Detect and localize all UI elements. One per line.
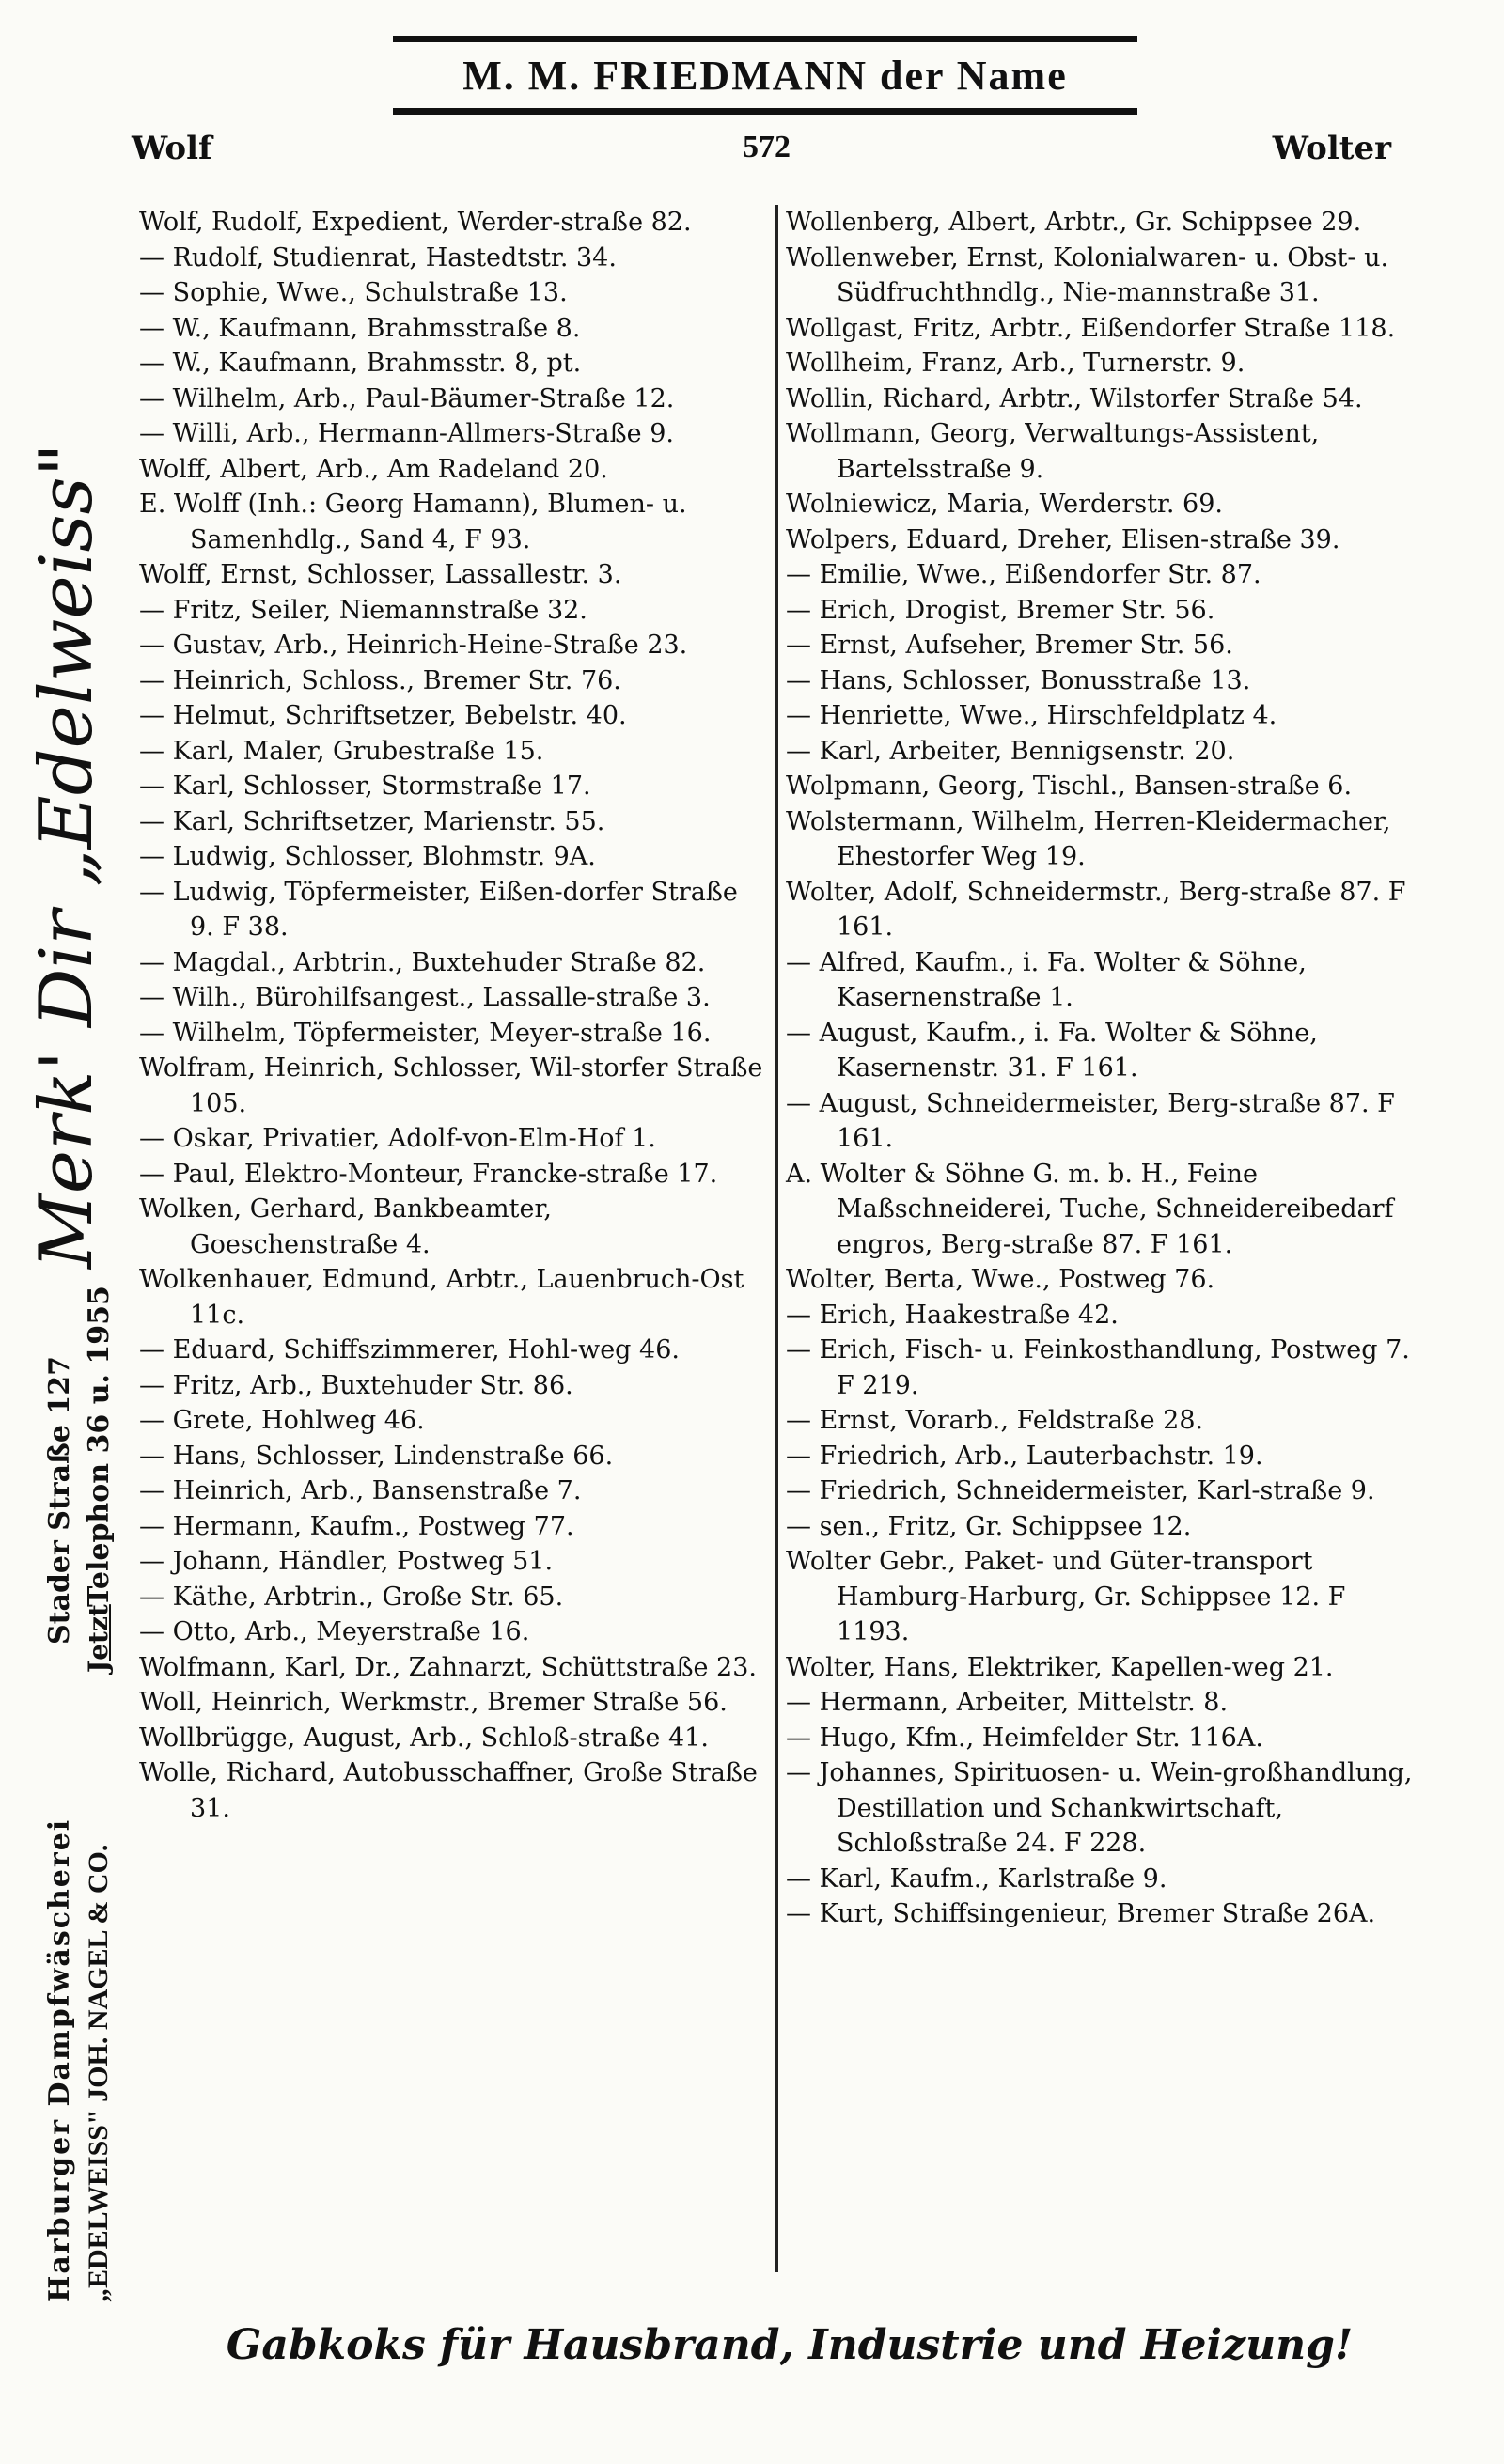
directory-entry: Wollbrügge, August, Arb., Schloß-straße 41. (139, 1723, 709, 1753)
directory-entry: — Hans, Schlosser, Lindenstraße 66. (139, 1441, 614, 1471)
directory-entry: — Otto, Arb., Meyerstraße 16. (139, 1617, 530, 1646)
directory-entry: — W., Kaufmann, Brahmsstraße 8. (139, 313, 581, 343)
directory-entry: Wolniewicz, Maria, Werderstr. 69. (786, 490, 1223, 519)
directory-entry: — Rudolf, Studienrat, Hastedtstr. 34. (139, 242, 617, 273)
directory-entry: — Käthe, Arbtrin., Große Str. 65. (139, 1582, 564, 1612)
left-column (139, 205, 767, 2263)
directory-entry: Wolle, Richard, Autobusschaffner, Große Straße 31. (139, 1758, 758, 1823)
directory-entry: — Karl, Arbeiter, Bennigsenstr. 20. (786, 736, 1235, 766)
directory-entry: — Karl, Schlosser, Stormstraße 17. (139, 772, 591, 801)
directory-entry: — Erich, Drogist, Bremer Str. 56. (786, 595, 1215, 625)
directory-entry: — sen., Fritz, Gr. Schippsee 12. (786, 1511, 1192, 1541)
page-number: 572 (743, 130, 791, 164)
directory-entry: — Ludwig, Schlosser, Blohmstr. 9A. (139, 842, 596, 871)
directory-entry: — Wilhelm, Töpfermeister, Meyer-straße 16. (139, 1018, 712, 1048)
first-entry-keyword: Wolf (132, 130, 212, 167)
footer-slogan: Gabkoks für Hausbrand, Industrie und Heizung! (226, 2321, 1354, 2369)
directory-entry: Wolff, Ernst, Schlosser, Lassallestr. 3. (139, 560, 622, 589)
directory-entry: — Heinrich, Schloss., Bremer Str. 76. (139, 665, 621, 695)
directory-entry: — Henriette, Wwe., Hirschfeldplatz 4. (786, 701, 1277, 730)
running-head (132, 130, 1391, 177)
directory-entry: Wolter, Hans, Elektriker, Kapellen-weg 21. (786, 1652, 1334, 1682)
directory-entry: — Paul, Elektro-Monteur, Francke-straße 17. (139, 1159, 718, 1189)
directory-entry: — Oskar, Privatier, Adolf-von-Elm-Hof 1. (139, 1124, 656, 1153)
directory-entry: — Friedrich, Schneidermeister, Karl-straße 9. (786, 1476, 1375, 1505)
directory-entry: A. Wolter & Söhne G. m. b. H., Feine Maßschneiderei, Tuche, Schneidereibedarf engros, Berg-straße 87. F 161. (786, 1159, 1394, 1259)
directory-entry: — Gustav, Arb., Heinrich-Heine-Straße 23. (139, 631, 688, 660)
directory-entry: — Wilh., Bürohilfsangest., Lassalle-straße 3. (139, 983, 711, 1012)
directory-entry: — Ernst, Vorarb., Feldstraße 28. (786, 1406, 1204, 1435)
last-entry-keyword: Wolter (1272, 130, 1391, 167)
directory-entry: — Sophie, Wwe., Schulstraße 13. (139, 278, 568, 307)
side-ad-now: Jetzt (83, 1604, 114, 1673)
directory-entry: — Friedrich, Arb., Lauterbachstr. 19. (786, 1441, 1263, 1471)
directory-entry: Wolpmann, Georg, Tischl., Bansen-straße 6. (786, 772, 1353, 801)
directory-entry: — Wilhelm, Arb., Paul-Bäumer-Straße 12. (139, 383, 675, 413)
directory-entry: Wolstermann, Wilhelm, Herren-Kleidermacher, Ehestorfer Weg 19. (786, 806, 1391, 871)
directory-entry: Woll, Heinrich, Werkmstr., Bremer Straße 56. (139, 1688, 728, 1717)
directory-entry: E. Wolff (Inh.: Georg Hamann), Blumen- u. Samenhdlg., Sand 4, F 93. (139, 490, 687, 554)
directory-entry: — Karl, Maler, Grubestraße 15. (139, 736, 544, 766)
directory-entry: Wollenberg, Albert, Arbtr., Gr. Schippsee 29. (786, 208, 1362, 237)
directory-entry: Wollin, Richard, Arbtr., Wilstorfer Straße 54. (786, 383, 1363, 413)
directory-entry: — Alfred, Kaufm., i. Fa. Wolter & Söhne, Kasernenstraße 1. (786, 947, 1307, 1012)
directory-entry: — Heinrich, Arb., Bansenstraße 7. (139, 1476, 582, 1505)
directory-entry: — Willi, Arb., Hermann-Allmers-Straße 9. (139, 419, 674, 448)
directory-entry: Wolken, Gerhard, Bankbeamter, Goeschenstraße 4. (139, 1194, 553, 1259)
directory-entry: Wollgast, Fritz, Arbtr., Eißendorfer Straße 118. (786, 313, 1396, 343)
side-ad-address: Stader Straße 127 (43, 1356, 76, 1645)
directory-entry: Wolter, Adolf, Schneidermstr., Berg-straße 87. F 161. (786, 877, 1406, 942)
directory-entry: — Erich, Haakestraße 42. (786, 1300, 1119, 1330)
right-column (786, 205, 1425, 2263)
directory-entry: Wolf, Rudolf, Expedient, Werder-straße 82. (139, 208, 692, 237)
advertiser-banner: M. M. FRIEDMANN der Name (393, 36, 1137, 115)
directory-entry: — Emilie, Wwe., Eißendorfer Str. 87. (786, 560, 1261, 589)
directory-entry: — Kurt, Schiffsingenieur, Bremer Straße 26A. (786, 1899, 1376, 1928)
directory-entry: Wolpers, Eduard, Dreher, Elisen-straße 39. (786, 524, 1340, 554)
column-divider (776, 205, 778, 2272)
directory-entry: Wolff, Albert, Arb., Am Radeland 20. (139, 454, 608, 484)
directory-entry: — Karl, Schriftsetzer, Marienstr. 55. (139, 806, 605, 836)
directory-entry: Wollheim, Franz, Arb., Turnerstr. 9. (786, 349, 1246, 378)
directory-entry: — Ludwig, Töpfermeister, Eißen-dorfer Straße 9. F 38. (139, 877, 738, 942)
directory-entry: — Helmut, Schriftsetzer, Bebelstr. 40. (139, 701, 627, 730)
directory-entry: — Karl, Kaufm., Karlstraße 9. (786, 1864, 1167, 1894)
side-advertisement (24, 197, 128, 2302)
directory-entry: — August, Kaufm., i. Fa. Wolter & Söhne, Kasernenstr. 31. F 161. (786, 1018, 1318, 1083)
directory-entry: Wolter, Berta, Wwe., Postweg 76. (786, 1265, 1215, 1294)
directory-entry: — Ernst, Aufseher, Bremer Str. 56. (786, 631, 1233, 660)
side-ad-business: Harburger Dampfwäscherei (43, 1817, 76, 2302)
directory-entry: — Johannes, Spirituosen- u. Wein-großhandlung, Destillation und Schankwirtschaft, Schloßstraße 24. F 228. (786, 1758, 1413, 1858)
directory-entry: — Hermann, Arbeiter, Mittelstr. 8. (786, 1688, 1229, 1717)
directory-entry: Wollmann, Georg, Verwaltungs-Assistent, Bartelsstraße 9. (786, 419, 1320, 484)
directory-entry: — Fritz, Arb., Buxtehuder Str. 86. (139, 1370, 573, 1400)
directory-entry: — Hermann, Kaufm., Postweg 77. (139, 1511, 574, 1541)
side-ad-slogan: Merk' Dir „Edelweiss" (24, 443, 109, 1269)
directory-entry: — Hugo, Kfm., Heimfelder Str. 116A. (786, 1723, 1263, 1753)
side-ad-company: „EDELWEISS" JOH. NAGEL & CO. (83, 1844, 114, 2302)
directory-entry: Wolkenhauer, Edmund, Arbtr., Lauenbruch-Ost 11c. (139, 1265, 744, 1330)
directory-entry: — Magdal., Arbtrin., Buxtehuder Straße 82. (139, 947, 706, 977)
directory-entry: — Hans, Schlosser, Bonusstraße 13. (786, 665, 1251, 695)
directory-entry: Wollenweber, Ernst, Kolonialwaren- u. Obst- u. Südfruchthndlg., Nie-mannstraße 31. (786, 242, 1389, 307)
side-ad-telephone: Telephon 36 u. 1955 (83, 1286, 116, 1607)
directory-entry: — Erich, Fisch- u. Feinkosthandlung, Postweg 7. F 219. (786, 1335, 1410, 1400)
directory-entry: — August, Schneidermeister, Berg-straße 87. F 161. (786, 1088, 1395, 1153)
directory-entry: Wolter Gebr., Paket- und Güter-transport Hamburg-Harburg, Gr. Schippsee 12. F 1193. (786, 1547, 1346, 1646)
directory-entry: — Eduard, Schiffszimmerer, Hohl-weg 46. (139, 1335, 680, 1365)
directory-entry: Wolfmann, Karl, Dr., Zahnarzt, Schüttstraße 23. (139, 1652, 757, 1682)
directory-entry: — Johann, Händler, Postweg 51. (139, 1547, 554, 1576)
directory-entry: — W., Kaufmann, Brahmsstr. 8, pt. (139, 349, 582, 378)
directory-entry: — Grete, Hohlweg 46. (139, 1406, 425, 1435)
directory-entry: Wolfram, Heinrich, Schlosser, Wil-storfer Straße 105. (139, 1053, 763, 1118)
directory-entry: — Fritz, Seiler, Niemannstraße 32. (139, 595, 588, 625)
